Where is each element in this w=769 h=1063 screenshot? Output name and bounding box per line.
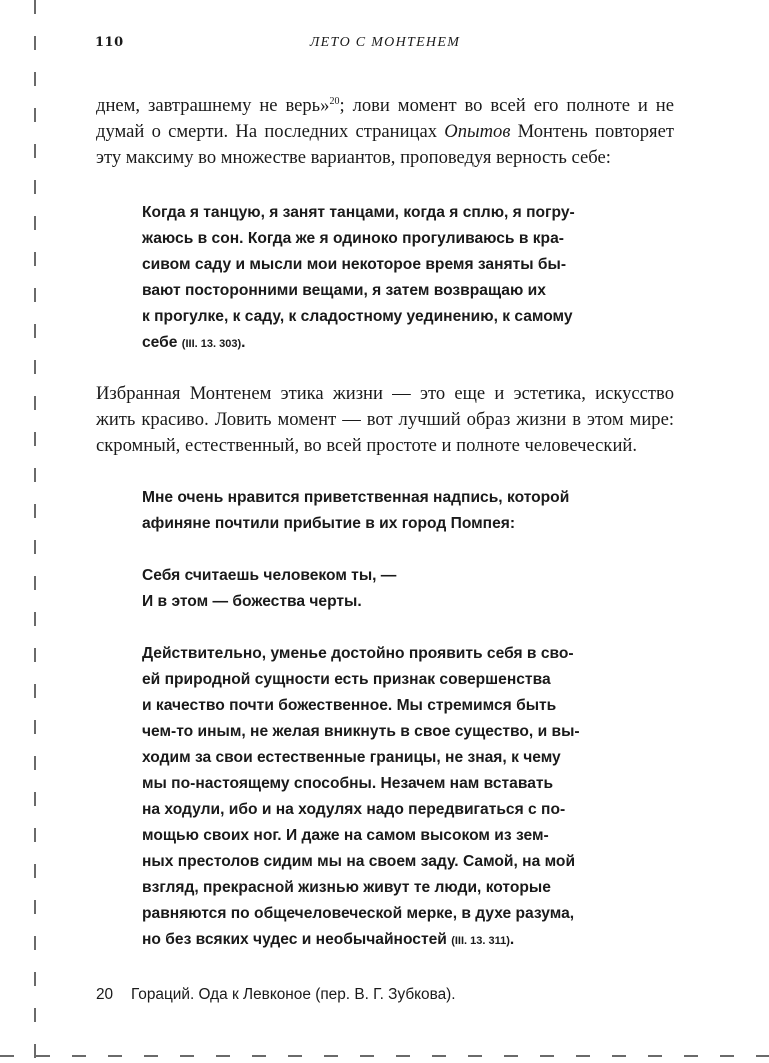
paragraph-1-text-b: ; лови момент во всей его полноте и не думай о смерти. На последних страницах (96, 95, 675, 142)
quote-2-body-line: чем-то иным, не желая вникнуть в свое существо, и вы- (142, 723, 580, 740)
quote-1-last-line (142, 330, 674, 357)
quote-2-body-line: на ходули, ибо и на ходулях надо передвигаться с по- (142, 801, 566, 818)
quote-2-body-line: ходим за свои естественные границы, не зная, к чему (142, 749, 561, 766)
footnote-text: Гораций. Ода к Левконое (пер. В. Г. Зубкова). (131, 986, 456, 1003)
quote-2-end: . (509, 931, 515, 948)
quote-2-body-line: и качество почти божественное. Мы стремимся быть (142, 697, 557, 714)
running-title: ЛЕТО С МОНТЕНЕМ (309, 35, 461, 50)
quote-2-last-text: но без всяких чудес и необычайностей (142, 931, 447, 948)
quote-1 (142, 200, 674, 357)
footnote (96, 984, 674, 1006)
quote-1-line: сивом саду и мысли мои некоторое время заняты бы- (142, 256, 567, 273)
quote-2 (142, 485, 674, 954)
quote-2-body-line: мощью своих ног. И даже на самом высоком из зем- (142, 827, 549, 844)
paragraph-1 (96, 93, 674, 171)
blank-line (142, 537, 674, 563)
quote-2-body-line: мы по-настоящему способны. Незачем нам вставать (142, 775, 554, 792)
quote-1-line: жаюсь в сон. Когда же я одиноко прогуливаюсь в кра- (142, 230, 564, 247)
quote-1-line: вают посторонними вещами, я затем возвращаю их (142, 282, 546, 299)
footnote-ref: 20 (329, 96, 340, 107)
book-title-italic: Опытов (444, 121, 511, 142)
page-header (95, 35, 675, 55)
paragraph-1-text-a: днем, завтрашнему не верь» (96, 95, 330, 116)
footnote-number: 20 (96, 986, 114, 1003)
quote-2-intro-line: Мне очень нравится приветственная надпись, которой (142, 489, 570, 506)
quote-2-body-line: ей природной сущности есть признак совершенства (142, 671, 551, 688)
paragraph-2: Избранная Монтенем этика жизни — это еще и эстетика, искусство жить красиво. Ловить момент — вот лучший образ жизни в этом мире: скромный, естественный, во всей простоте и полноте человеческий. (96, 383, 674, 456)
quote-2-last-line (142, 927, 674, 954)
citation-ref: (III. 13. 311) (451, 935, 510, 947)
blank-line (142, 615, 674, 641)
paragraph-1-text-c: Монтень повторяет эту максиму во множестве вариантов, проповедуя верность себе: (96, 121, 674, 168)
verse-line: И в этом — божества черты. (142, 593, 362, 610)
quote-2-intro-line: афиняне почтили прибытие в их город Помпея: (142, 515, 516, 532)
quote-2-body-line: взгляд, прекрасной жизнью живут те люди, которые (142, 879, 551, 896)
citation-ref: (III. 13. 303) (181, 338, 242, 350)
quote-2-body-line: Действительно, уменье достойно проявить себя в сво- (142, 645, 574, 662)
page-number: 110 (95, 35, 124, 50)
verse-line: Себя считаешь человеком ты, — (142, 567, 397, 584)
crop-mark-left (34, 0, 36, 1063)
quote-1-last-text: себе (142, 334, 178, 351)
quote-2-body-line: ных престолов сидим мы на своем заду. Самой, на мой (142, 853, 576, 870)
quote-1-end: . (241, 334, 246, 351)
quote-2-body-line: равняются по общечеловеческой мерке, в духе разума, (142, 905, 575, 922)
quote-1-line: Когда я танцую, я занят танцами, когда я сплю, я погру- (142, 204, 575, 221)
quote-1-line: к прогулке, к саду, к сладостному уединению, к самому (142, 308, 573, 325)
crop-mark-bottom (0, 1055, 769, 1057)
